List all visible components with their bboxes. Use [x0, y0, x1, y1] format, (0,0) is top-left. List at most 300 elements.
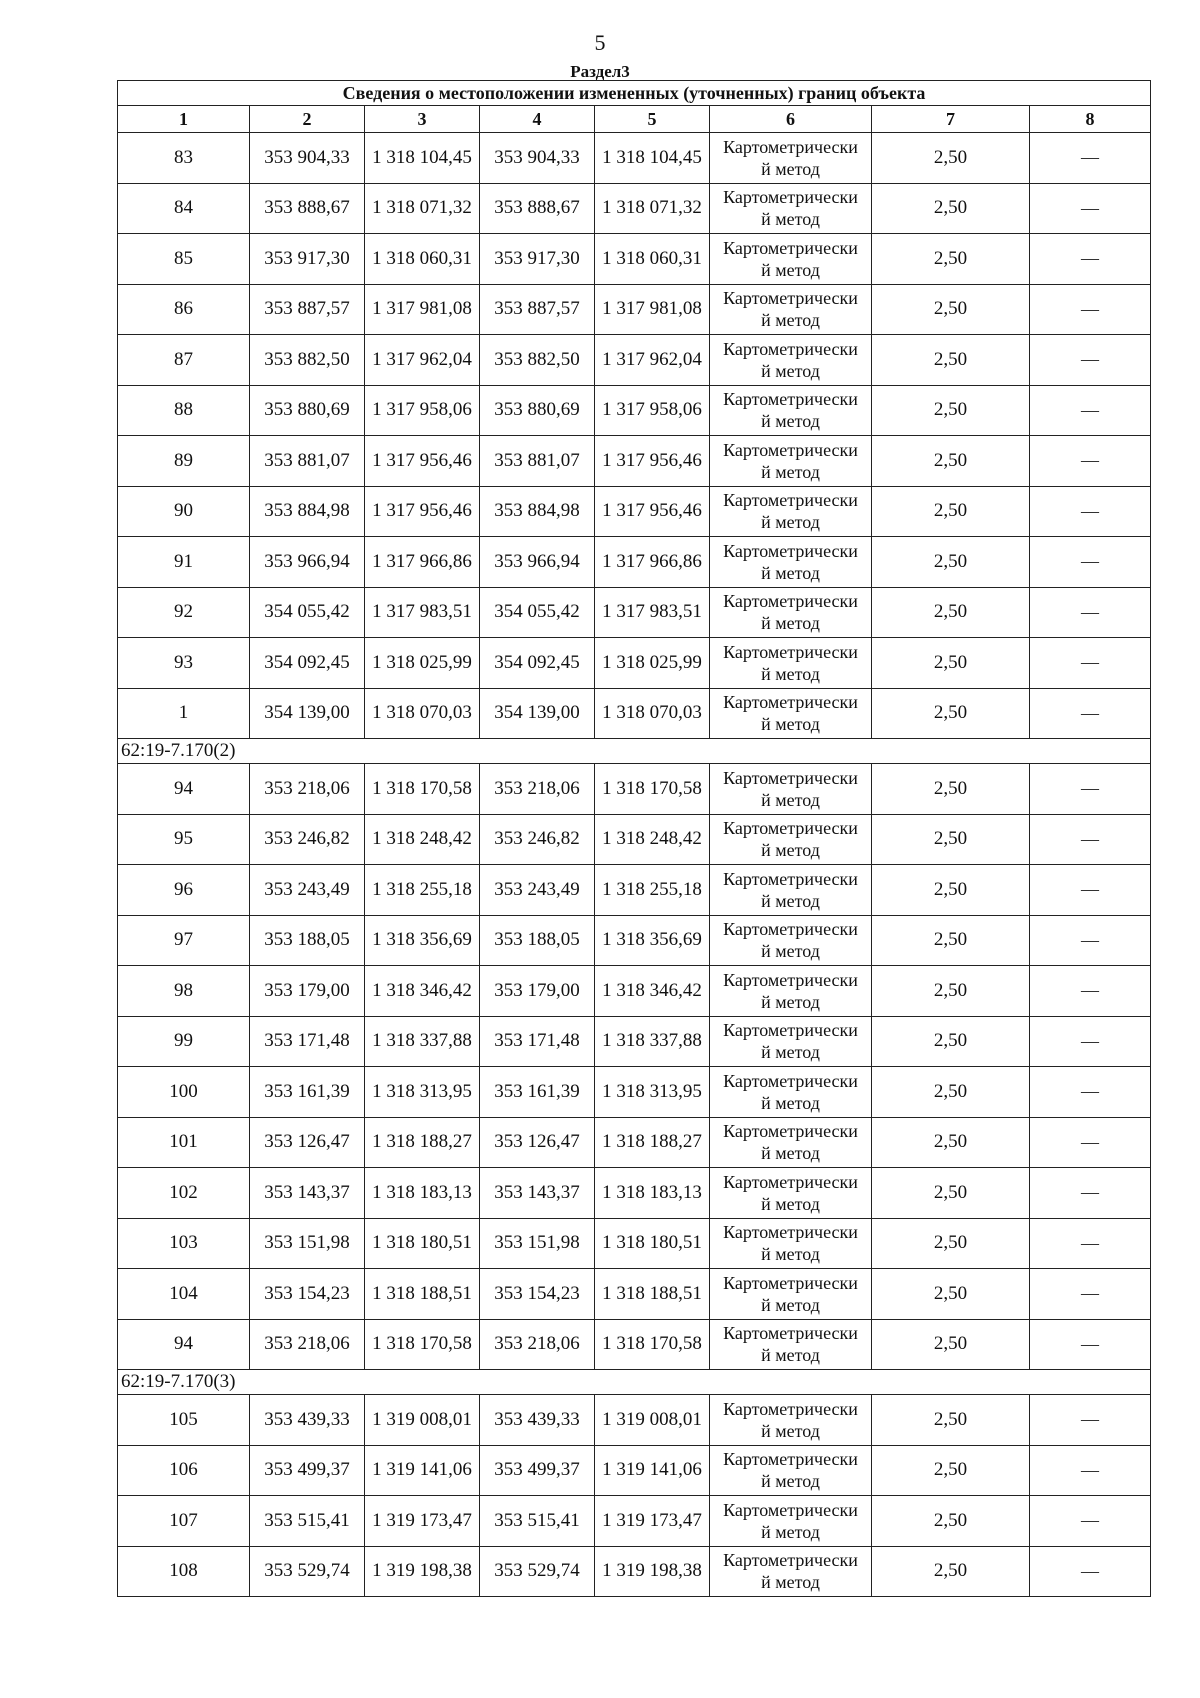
description-cell: —	[1030, 1218, 1151, 1269]
table-row	[118, 1117, 1151, 1168]
accuracy-cell: 2,50	[872, 1546, 1030, 1597]
refined-y-cell: 1 318 255,18	[595, 865, 710, 916]
existing-y-cell: 1 318 356,69	[365, 915, 480, 966]
method-text-line2: й метод	[761, 714, 820, 735]
table-row	[118, 284, 1151, 335]
refined-y-cell: 1 318 170,58	[595, 764, 710, 815]
existing-y-cell: 1 318 071,32	[365, 183, 480, 234]
description-cell: —	[1030, 335, 1151, 386]
existing-x-cell: 353 880,69	[250, 385, 365, 436]
method-cell	[710, 486, 872, 537]
refined-x-cell: 353 904,33	[480, 133, 595, 184]
existing-y-cell: 1 317 981,08	[365, 284, 480, 335]
group-label: 62:19-7.170(3)	[118, 1370, 1151, 1395]
point-number-cell: 85	[118, 234, 250, 285]
description-cell: —	[1030, 1016, 1151, 1067]
point-number-cell: 89	[118, 436, 250, 487]
point-number-cell: 94	[118, 764, 250, 815]
existing-x-cell: 353 218,06	[250, 764, 365, 815]
refined-x-cell: 353 243,49	[480, 865, 595, 916]
existing-y-cell: 1 318 337,88	[365, 1016, 480, 1067]
existing-x-cell: 353 151,98	[250, 1218, 365, 1269]
method-text-line1: Картометрически	[723, 1171, 858, 1192]
group-header-row	[118, 739, 1151, 764]
method-cell	[710, 335, 872, 386]
method-text-line2: й метод	[761, 991, 820, 1012]
method-cell	[710, 1395, 872, 1446]
description-cell: —	[1030, 1168, 1151, 1219]
table-row	[118, 814, 1151, 865]
method-text-line1: Картометрически	[723, 1550, 858, 1571]
point-number-cell: 90	[118, 486, 250, 537]
point-number-cell: 92	[118, 587, 250, 638]
column-number: 5	[595, 106, 710, 133]
refined-x-cell: 353 887,57	[480, 284, 595, 335]
refined-y-cell: 1 318 248,42	[595, 814, 710, 865]
method-cell	[710, 1445, 872, 1496]
table-row	[118, 335, 1151, 386]
existing-y-cell: 1 317 956,46	[365, 436, 480, 487]
accuracy-cell: 2,50	[872, 1319, 1030, 1370]
refined-x-cell: 353 966,94	[480, 537, 595, 588]
refined-x-cell: 353 161,39	[480, 1067, 595, 1118]
existing-y-cell: 1 318 188,51	[365, 1269, 480, 1320]
refined-y-cell: 1 318 060,31	[595, 234, 710, 285]
existing-x-cell: 353 188,05	[250, 915, 365, 966]
method-text-line2: й метод	[761, 310, 820, 331]
existing-x-cell: 353 529,74	[250, 1546, 365, 1597]
point-number-cell: 97	[118, 915, 250, 966]
refined-y-cell: 1 318 337,88	[595, 1016, 710, 1067]
accuracy-cell: 2,50	[872, 814, 1030, 865]
method-cell	[710, 966, 872, 1017]
existing-x-cell: 353 966,94	[250, 537, 365, 588]
existing-y-cell: 1 318 183,13	[365, 1168, 480, 1219]
table-row	[118, 1016, 1151, 1067]
method-text-line1: Картометрически	[723, 1272, 858, 1293]
method-text-line2: й метод	[761, 209, 820, 230]
column-number: 4	[480, 106, 595, 133]
method-cell	[710, 1319, 872, 1370]
description-cell: —	[1030, 183, 1151, 234]
method-text-line1: Картометрически	[723, 187, 858, 208]
method-text-line1: Картометрически	[723, 919, 858, 940]
refined-y-cell: 1 317 958,06	[595, 385, 710, 436]
refined-y-cell: 1 318 313,95	[595, 1067, 710, 1118]
existing-y-cell: 1 318 170,58	[365, 1319, 480, 1370]
description-cell: —	[1030, 1445, 1151, 1496]
accuracy-cell: 2,50	[872, 915, 1030, 966]
refined-x-cell: 353 179,00	[480, 966, 595, 1017]
group-header-row	[118, 1370, 1151, 1395]
method-text-line2: й метод	[761, 1345, 820, 1366]
description-cell: —	[1030, 486, 1151, 537]
method-cell	[710, 1168, 872, 1219]
accuracy-cell: 2,50	[872, 133, 1030, 184]
column-number: 2	[250, 106, 365, 133]
method-text-line2: й метод	[761, 1092, 820, 1113]
method-text-line1: Картометрически	[723, 692, 858, 713]
method-text-line2: й метод	[761, 890, 820, 911]
method-text-line1: Картометрически	[723, 818, 858, 839]
refined-y-cell: 1 318 356,69	[595, 915, 710, 966]
column-number: 1	[118, 106, 250, 133]
point-number-cell: 101	[118, 1117, 250, 1168]
column-number: 8	[1030, 106, 1151, 133]
coordinates-table	[117, 80, 1151, 1597]
refined-y-cell: 1 319 173,47	[595, 1496, 710, 1547]
description-cell: —	[1030, 915, 1151, 966]
description-cell: —	[1030, 688, 1151, 739]
method-text-line2: й метод	[761, 360, 820, 381]
table-row	[118, 865, 1151, 916]
method-text-line1: Картометрически	[723, 237, 858, 258]
point-number-cell: 106	[118, 1445, 250, 1496]
existing-x-cell: 353 143,37	[250, 1168, 365, 1219]
method-cell	[710, 537, 872, 588]
refined-x-cell: 353 126,47	[480, 1117, 595, 1168]
group-label: 62:19-7.170(2)	[118, 739, 1151, 764]
accuracy-cell: 2,50	[872, 436, 1030, 487]
table-caption-row	[118, 81, 1151, 106]
existing-x-cell: 354 139,00	[250, 688, 365, 739]
accuracy-cell: 2,50	[872, 587, 1030, 638]
refined-y-cell: 1 318 025,99	[595, 638, 710, 689]
method-cell	[710, 814, 872, 865]
accuracy-cell: 2,50	[872, 486, 1030, 537]
table-row	[118, 1269, 1151, 1320]
description-cell: —	[1030, 764, 1151, 815]
description-cell: —	[1030, 1496, 1151, 1547]
point-number-cell: 99	[118, 1016, 250, 1067]
point-number-cell: 107	[118, 1496, 250, 1547]
existing-x-cell: 353 218,06	[250, 1319, 365, 1370]
table-caption: Сведения о местоположении измененных (уточненных) границ объекта	[118, 81, 1151, 106]
description-cell: —	[1030, 966, 1151, 1017]
method-cell	[710, 688, 872, 739]
point-number-cell: 84	[118, 183, 250, 234]
refined-x-cell: 353 246,82	[480, 814, 595, 865]
description-cell: —	[1030, 537, 1151, 588]
table-row	[118, 1496, 1151, 1547]
accuracy-cell: 2,50	[872, 1168, 1030, 1219]
point-number-cell: 88	[118, 385, 250, 436]
method-text-line2: й метод	[761, 613, 820, 634]
method-text-line1: Картометрически	[723, 1020, 858, 1041]
column-number: 6	[710, 106, 872, 133]
refined-x-cell: 353 515,41	[480, 1496, 595, 1547]
description-cell: —	[1030, 587, 1151, 638]
description-cell: —	[1030, 133, 1151, 184]
existing-x-cell: 353 179,00	[250, 966, 365, 1017]
accuracy-cell: 2,50	[872, 966, 1030, 1017]
description-cell: —	[1030, 436, 1151, 487]
existing-x-cell: 353 246,82	[250, 814, 365, 865]
method-text-line2: й метод	[761, 411, 820, 432]
refined-x-cell: 353 218,06	[480, 764, 595, 815]
existing-x-cell: 353 126,47	[250, 1117, 365, 1168]
method-text-line2: й метод	[761, 562, 820, 583]
point-number-cell: 94	[118, 1319, 250, 1370]
table-row	[118, 537, 1151, 588]
method-text-line2: й метод	[761, 1042, 820, 1063]
refined-x-cell: 353 154,23	[480, 1269, 595, 1320]
existing-y-cell: 1 318 070,03	[365, 688, 480, 739]
description-cell: —	[1030, 865, 1151, 916]
method-text-line2: й метод	[761, 512, 820, 533]
refined-y-cell: 1 317 983,51	[595, 587, 710, 638]
page-number: 5	[594, 30, 606, 55]
existing-y-cell: 1 318 255,18	[365, 865, 480, 916]
method-cell	[710, 764, 872, 815]
description-cell: —	[1030, 638, 1151, 689]
accuracy-cell: 2,50	[872, 1016, 1030, 1067]
accuracy-cell: 2,50	[872, 385, 1030, 436]
section-title: Раздел3	[570, 62, 630, 81]
accuracy-cell: 2,50	[872, 234, 1030, 285]
accuracy-cell: 2,50	[872, 335, 1030, 386]
existing-x-cell: 353 171,48	[250, 1016, 365, 1067]
existing-y-cell: 1 317 966,86	[365, 537, 480, 588]
point-number-cell: 95	[118, 814, 250, 865]
table-row	[118, 638, 1151, 689]
column-number: 3	[365, 106, 480, 133]
method-text-line1: Картометрически	[723, 1449, 858, 1470]
existing-x-cell: 353 881,07	[250, 436, 365, 487]
method-cell	[710, 284, 872, 335]
refined-x-cell: 353 151,98	[480, 1218, 595, 1269]
description-cell: —	[1030, 1269, 1151, 1320]
description-cell: —	[1030, 1067, 1151, 1118]
existing-x-cell: 353 499,37	[250, 1445, 365, 1496]
refined-y-cell: 1 317 981,08	[595, 284, 710, 335]
accuracy-cell: 2,50	[872, 865, 1030, 916]
description-cell: —	[1030, 1395, 1151, 1446]
accuracy-cell: 2,50	[872, 183, 1030, 234]
refined-x-cell: 354 055,42	[480, 587, 595, 638]
method-text-line1: Картометрически	[723, 969, 858, 990]
refined-x-cell: 353 529,74	[480, 1546, 595, 1597]
method-cell	[710, 183, 872, 234]
existing-x-cell: 353 882,50	[250, 335, 365, 386]
method-cell	[710, 1269, 872, 1320]
refined-x-cell: 353 917,30	[480, 234, 595, 285]
existing-y-cell: 1 319 141,06	[365, 1445, 480, 1496]
existing-y-cell: 1 318 170,58	[365, 764, 480, 815]
table-row	[118, 1168, 1151, 1219]
method-text-line2: й метод	[761, 461, 820, 482]
method-cell	[710, 1016, 872, 1067]
accuracy-cell: 2,50	[872, 1269, 1030, 1320]
table-body	[118, 133, 1151, 1597]
method-text-line1: Картометрически	[723, 439, 858, 460]
column-number: 7	[872, 106, 1030, 133]
method-text-line2: й метод	[761, 1572, 820, 1593]
point-number-cell: 87	[118, 335, 250, 386]
method-text-line1: Картометрически	[723, 1070, 858, 1091]
method-text-line2: й метод	[761, 1244, 820, 1265]
existing-x-cell: 353 888,67	[250, 183, 365, 234]
method-text-line2: й метод	[761, 1521, 820, 1542]
existing-y-cell: 1 318 313,95	[365, 1067, 480, 1118]
method-text-line2: й метод	[761, 1420, 820, 1441]
description-cell: —	[1030, 234, 1151, 285]
table-row	[118, 764, 1151, 815]
accuracy-cell: 2,50	[872, 284, 1030, 335]
refined-y-cell: 1 317 956,46	[595, 436, 710, 487]
point-number-cell: 96	[118, 865, 250, 916]
method-text-line1: Картометрически	[723, 641, 858, 662]
method-text-line2: й метод	[761, 840, 820, 861]
table-row	[118, 1067, 1151, 1118]
method-text-line2: й метод	[761, 789, 820, 810]
accuracy-cell: 2,50	[872, 688, 1030, 739]
method-text-line1: Картометрически	[723, 1222, 858, 1243]
refined-y-cell: 1 317 962,04	[595, 335, 710, 386]
method-text-line1: Картометрически	[723, 1499, 858, 1520]
point-number-cell: 103	[118, 1218, 250, 1269]
refined-x-cell: 353 884,98	[480, 486, 595, 537]
existing-x-cell: 353 439,33	[250, 1395, 365, 1446]
existing-y-cell: 1 318 060,31	[365, 234, 480, 285]
existing-x-cell: 353 904,33	[250, 133, 365, 184]
accuracy-cell: 2,50	[872, 638, 1030, 689]
refined-y-cell: 1 318 188,27	[595, 1117, 710, 1168]
refined-x-cell: 353 880,69	[480, 385, 595, 436]
description-cell: —	[1030, 1117, 1151, 1168]
existing-y-cell: 1 318 346,42	[365, 966, 480, 1017]
refined-y-cell: 1 319 008,01	[595, 1395, 710, 1446]
refined-x-cell: 353 881,07	[480, 436, 595, 487]
existing-y-cell: 1 317 962,04	[365, 335, 480, 386]
table-row	[118, 183, 1151, 234]
table-row	[118, 915, 1151, 966]
table-row	[118, 133, 1151, 184]
point-number-cell: 91	[118, 537, 250, 588]
method-text-line1: Картометрически	[723, 1121, 858, 1142]
existing-y-cell: 1 318 104,45	[365, 133, 480, 184]
method-text-line1: Картометрически	[723, 288, 858, 309]
table-row	[118, 486, 1151, 537]
refined-x-cell: 353 188,05	[480, 915, 595, 966]
method-text-line2: й метод	[761, 663, 820, 684]
accuracy-cell: 2,50	[872, 537, 1030, 588]
table-row	[118, 1546, 1151, 1597]
table-row	[118, 688, 1151, 739]
method-text-line1: Картометрически	[723, 868, 858, 889]
accuracy-cell: 2,50	[872, 764, 1030, 815]
accuracy-cell: 2,50	[872, 1117, 1030, 1168]
method-text-line1: Картометрически	[723, 1323, 858, 1344]
table-row	[118, 1218, 1151, 1269]
method-text-line2: й метод	[761, 1143, 820, 1164]
point-number-cell: 100	[118, 1067, 250, 1118]
method-text-line2: й метод	[761, 1294, 820, 1315]
refined-y-cell: 1 317 956,46	[595, 486, 710, 537]
method-cell	[710, 587, 872, 638]
existing-x-cell: 353 154,23	[250, 1269, 365, 1320]
method-text-line2: й метод	[761, 158, 820, 179]
accuracy-cell: 2,50	[872, 1067, 1030, 1118]
existing-y-cell: 1 317 956,46	[365, 486, 480, 537]
accuracy-cell: 2,50	[872, 1395, 1030, 1446]
existing-y-cell: 1 318 188,27	[365, 1117, 480, 1168]
method-text-line1: Картометрически	[723, 540, 858, 561]
point-number-cell: 93	[118, 638, 250, 689]
existing-y-cell: 1 318 248,42	[365, 814, 480, 865]
point-number-cell: 102	[118, 1168, 250, 1219]
refined-y-cell: 1 318 188,51	[595, 1269, 710, 1320]
method-cell	[710, 385, 872, 436]
method-cell	[710, 133, 872, 184]
existing-x-cell: 354 092,45	[250, 638, 365, 689]
description-cell: —	[1030, 1546, 1151, 1597]
table-row	[118, 1395, 1151, 1446]
existing-x-cell: 353 917,30	[250, 234, 365, 285]
method-cell	[710, 1067, 872, 1118]
refined-y-cell: 1 318 180,51	[595, 1218, 710, 1269]
method-cell	[710, 1218, 872, 1269]
method-text-line2: й метод	[761, 1193, 820, 1214]
existing-x-cell: 354 055,42	[250, 587, 365, 638]
refined-x-cell: 353 218,06	[480, 1319, 595, 1370]
refined-x-cell: 353 439,33	[480, 1395, 595, 1446]
point-number-cell: 86	[118, 284, 250, 335]
description-cell: —	[1030, 814, 1151, 865]
refined-y-cell: 1 318 070,03	[595, 688, 710, 739]
table-row	[118, 587, 1151, 638]
point-number-cell: 108	[118, 1546, 250, 1597]
point-number-cell: 1	[118, 688, 250, 739]
accuracy-cell: 2,50	[872, 1445, 1030, 1496]
method-text-line1: Картометрически	[723, 1398, 858, 1419]
point-number-cell: 83	[118, 133, 250, 184]
method-text-line1: Картометрически	[723, 338, 858, 359]
existing-y-cell: 1 318 025,99	[365, 638, 480, 689]
refined-x-cell: 353 171,48	[480, 1016, 595, 1067]
table-row	[118, 436, 1151, 487]
refined-x-cell: 353 882,50	[480, 335, 595, 386]
method-text-line1: Картометрически	[723, 389, 858, 410]
existing-y-cell: 1 319 173,47	[365, 1496, 480, 1547]
method-text-line1: Картометрически	[723, 591, 858, 612]
refined-y-cell: 1 318 346,42	[595, 966, 710, 1017]
existing-x-cell: 353 161,39	[250, 1067, 365, 1118]
existing-x-cell: 353 887,57	[250, 284, 365, 335]
table-row	[118, 234, 1151, 285]
point-number-cell: 104	[118, 1269, 250, 1320]
method-text-line2: й метод	[761, 259, 820, 280]
method-cell	[710, 638, 872, 689]
accuracy-cell: 2,50	[872, 1496, 1030, 1547]
refined-x-cell: 353 499,37	[480, 1445, 595, 1496]
refined-y-cell: 1 317 966,86	[595, 537, 710, 588]
description-cell: —	[1030, 385, 1151, 436]
table-row	[118, 385, 1151, 436]
method-text-line1: Картометрически	[723, 767, 858, 788]
existing-y-cell: 1 319 008,01	[365, 1395, 480, 1446]
description-cell: —	[1030, 1319, 1151, 1370]
method-cell	[710, 234, 872, 285]
table-row	[118, 1445, 1151, 1496]
existing-x-cell: 353 515,41	[250, 1496, 365, 1547]
method-cell	[710, 865, 872, 916]
table-row	[118, 966, 1151, 1017]
point-number-cell: 98	[118, 966, 250, 1017]
refined-y-cell: 1 319 198,38	[595, 1546, 710, 1597]
method-cell	[710, 1546, 872, 1597]
existing-x-cell: 353 884,98	[250, 486, 365, 537]
